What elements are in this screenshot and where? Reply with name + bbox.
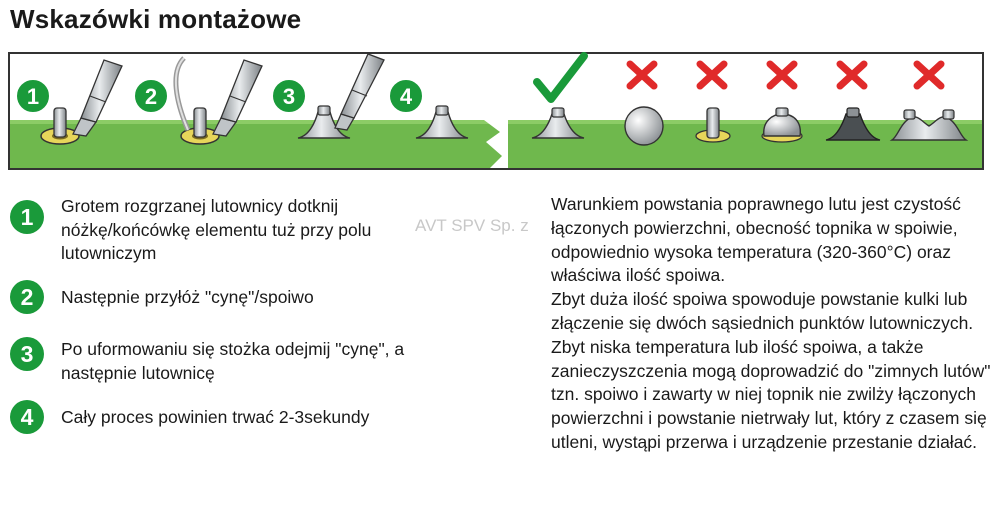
step-text: Grotem rozgrzanej lutownicy dotknij nóżkę/końcówkę elementu tuż przy polu lutowniczym [61,196,372,263]
svg-text:3: 3 [282,84,296,109]
component-lead [194,108,206,137]
step-text: Następnie przyłóż "cynę"/spoiwo [61,287,314,307]
step-text: Cały proces powinien trwać 2-3sekundy [61,407,370,427]
svg-text:2: 2 [144,84,158,109]
svg-text:1: 1 [26,84,40,109]
step-number-badge: 3 [10,337,44,371]
step-text: Po uformowaniu się stożka odejmij "cynę", a następnie lutownicę [61,339,405,383]
page-title: Wskazówki montażowe [10,4,302,34]
description-paragraph: Zbyt duża ilość spoiwa spowoduje powstanie kulki lub złączenie się dwóch sąsiednich punktów lutowniczych. [551,289,974,333]
watermark: AVT SPV Sp. z [415,216,529,235]
component-lead [54,108,66,137]
step-number-badge: 1 [10,200,44,234]
description [551,193,991,455]
description-paragraph: Zbyt niska temperatura lub ilość spoiwa, a także zanieczyszczenia mogą doprowadzić do "zimnych lutów" tzn. spoiwo i zawarty w niej topnik nie zwilży łączonych powierzchni i powstanie nietrwały lut, który z czasem się utleni, wystąpi przerwa i urządzenie przestanie działać. [551,336,991,452]
svg-text:4: 4 [399,84,413,109]
step-number-badge: 4 [10,400,44,434]
step-number-badge: 2 [10,280,44,314]
description-paragraph: Warunkiem powstania poprawnego lutu jest czystość łączonych powierzchni, obecność topnika w spoiwie, odpowiednio wysoka temperatura (320-360°C) oraz właściwa ilość spoiwa. [551,194,961,286]
soldering-illustration [8,52,984,170]
